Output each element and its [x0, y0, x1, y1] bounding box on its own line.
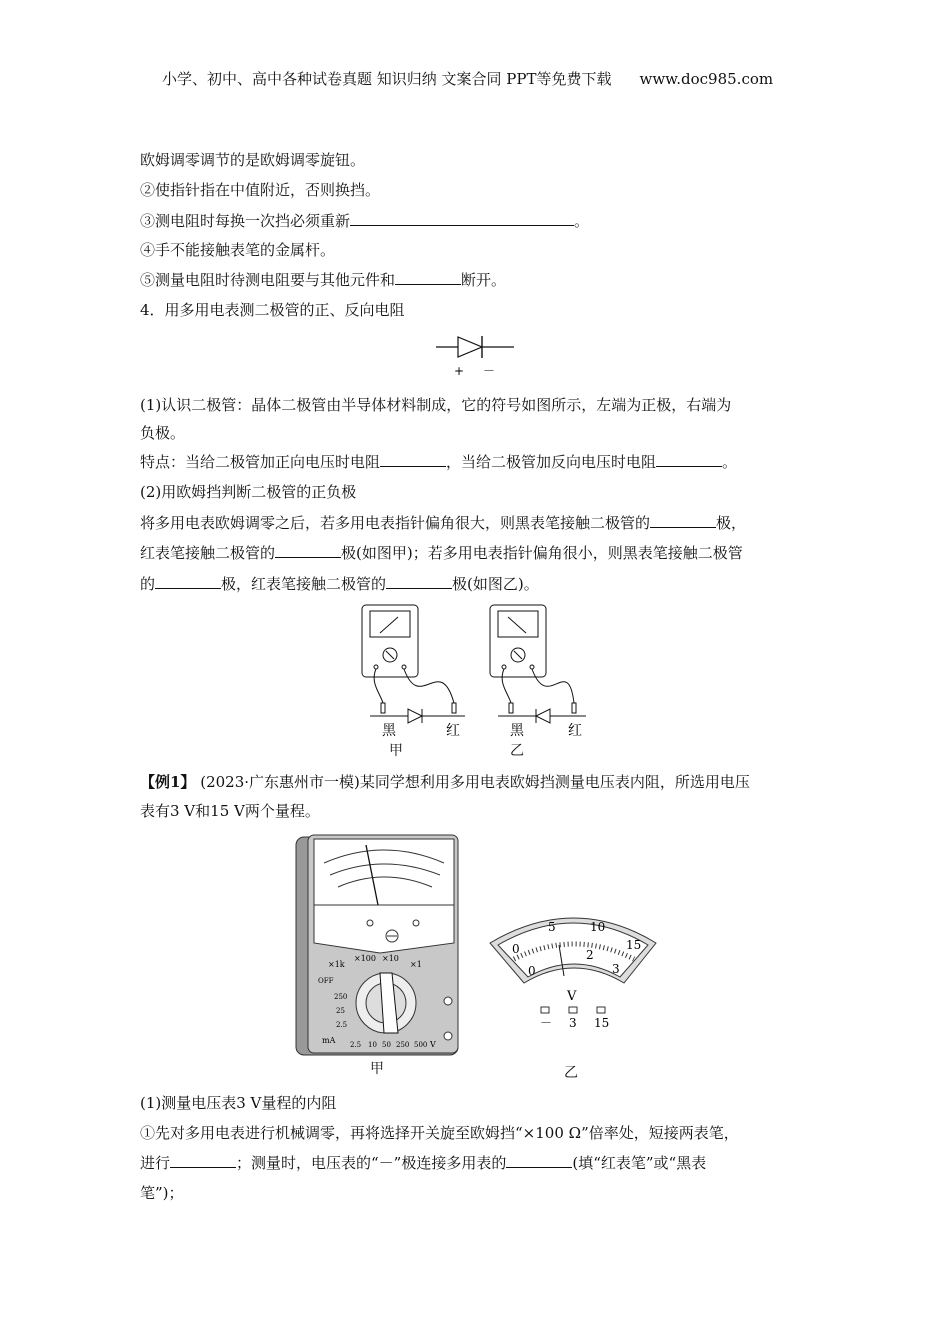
black-probe-label: 黑 [510, 723, 524, 739]
dial-label: 2.5 [336, 1021, 348, 1029]
range-label: ×1k [328, 960, 345, 969]
multimeter-jia [362, 605, 465, 723]
dial-label: 10 [368, 1041, 377, 1049]
scale-label: 10 [590, 920, 606, 934]
range-label: ×10 [382, 954, 399, 963]
answer-blank [155, 574, 221, 589]
terminal-label: － [540, 1016, 553, 1030]
scale-label: 2 [586, 948, 594, 962]
example-line: 【例1】 (2023·广东惠州市一模)某同学想利用多用电表欧姆挡测量电压表内阻，所选用电压 [140, 773, 750, 791]
text-line: ⑤测量电阻时待测电阻要与其他元件和 断开。 [140, 271, 507, 289]
answer-blank [170, 1153, 236, 1168]
text-line: (1)测量电压表3 V量程的内阻 [140, 1094, 337, 1112]
caption-jia: 甲 [370, 1061, 384, 1077]
scale-label: 0 [528, 964, 536, 978]
answer-blank [656, 452, 722, 467]
header-text: 小学、初中、高中各种试卷真题 知识归纳 文案合同 PPT等免费下载 [162, 70, 612, 88]
text-line: ④手不能接触表笔的金属杆。 [140, 241, 336, 259]
terminal-label: 15 [594, 1016, 610, 1030]
text-line: (2)用欧姆挡判断二极管的正负极 [140, 483, 357, 501]
terminal-label: 3 [569, 1016, 577, 1030]
dial-label: OFF [318, 977, 334, 985]
dial-label: 50 [382, 1041, 391, 1049]
range-label: ×100 [354, 954, 376, 963]
dial-label: 250 [334, 993, 348, 1001]
text-line: 的 极，红表笔接触二极管的 极(如图乙)。 [140, 575, 539, 593]
dial-label: 250 [396, 1041, 410, 1049]
dial-label: 500 [414, 1041, 428, 1049]
minus-label: － [483, 364, 496, 377]
caption-yi: 乙 [510, 743, 524, 759]
multimeter-yi [490, 605, 586, 723]
caption-jia: 甲 [389, 743, 403, 759]
answer-blank [506, 1153, 572, 1168]
scale-label: 5 [548, 920, 556, 934]
answer-blank [350, 211, 574, 226]
red-probe-label: 红 [568, 723, 582, 739]
answer-blank [650, 513, 716, 528]
dial-label: 2.5 [350, 1041, 362, 1049]
caption-yi: 乙 [564, 1065, 578, 1081]
header-url: www.doc985.com [639, 70, 774, 88]
page-header [162, 68, 773, 89]
answer-blank [380, 452, 446, 467]
text-line: 表有3 V和15 V两个量程。 [140, 802, 320, 820]
text-line: 笔”)； [140, 1184, 184, 1202]
dial-label: mA [322, 1036, 336, 1045]
text-line: 特点：当给二极管加正向电压时电阻 ，当给二极管加反向电压时电阻 。 [140, 453, 738, 471]
answer-blank [386, 574, 452, 589]
answer-blank [395, 270, 461, 285]
text-line: ③测电阻时每换一次挡必须重新 。 [140, 212, 590, 230]
section-heading: 4．用多用电表测二极管的正、反向电阻 [140, 301, 405, 319]
voltmeter-yi [490, 918, 656, 1030]
text-line: 红表笔接触二极管的 极(如图甲)；若多用电表指针偏角很小，则黑表笔接触二极管 [140, 544, 743, 562]
black-probe-label: 黑 [382, 723, 396, 739]
scale-label: 15 [626, 938, 642, 952]
scale-label: 3 [612, 962, 620, 976]
dial-label: V [430, 1040, 436, 1049]
text-line: 进行 ；测量时，电压表的“－”极连接多用表的 (填“红表笔”或“黑表 [140, 1154, 707, 1172]
dial-label: 25 [336, 1007, 345, 1015]
text-line: (1)认识二极管：晶体二极管由半导体材料制成，它的符号如图所示，左端为正极，右端为 [140, 396, 732, 414]
text-line: 将多用电表欧姆调零之后，若多用电表指针偏角很大，则黑表笔接触二极管的 极， [140, 514, 747, 532]
answer-blank [275, 543, 341, 558]
text-line: 负极。 [140, 424, 186, 442]
text-line: ①先对多用电表进行机械调零，再将选择开关旋至欧姆挡“×100 Ω”倍率处，短接两表笔， [140, 1124, 739, 1142]
unit-label: V [567, 989, 577, 1004]
text-line: 欧姆调零调节的是欧姆调零旋钮。 [140, 151, 366, 169]
scale-label: 0 [512, 942, 520, 956]
multimeter-jia [296, 835, 458, 1055]
plus-label: + [454, 364, 465, 377]
diode-test-figure [350, 603, 600, 743]
multimeter-voltmeter-figure [294, 833, 674, 1058]
diode-symbol [432, 333, 518, 377]
red-probe-label: 红 [446, 723, 460, 739]
text-line: ②使指针指在中值附近，否则换挡。 [140, 181, 381, 199]
range-label: ×1 [410, 960, 422, 969]
